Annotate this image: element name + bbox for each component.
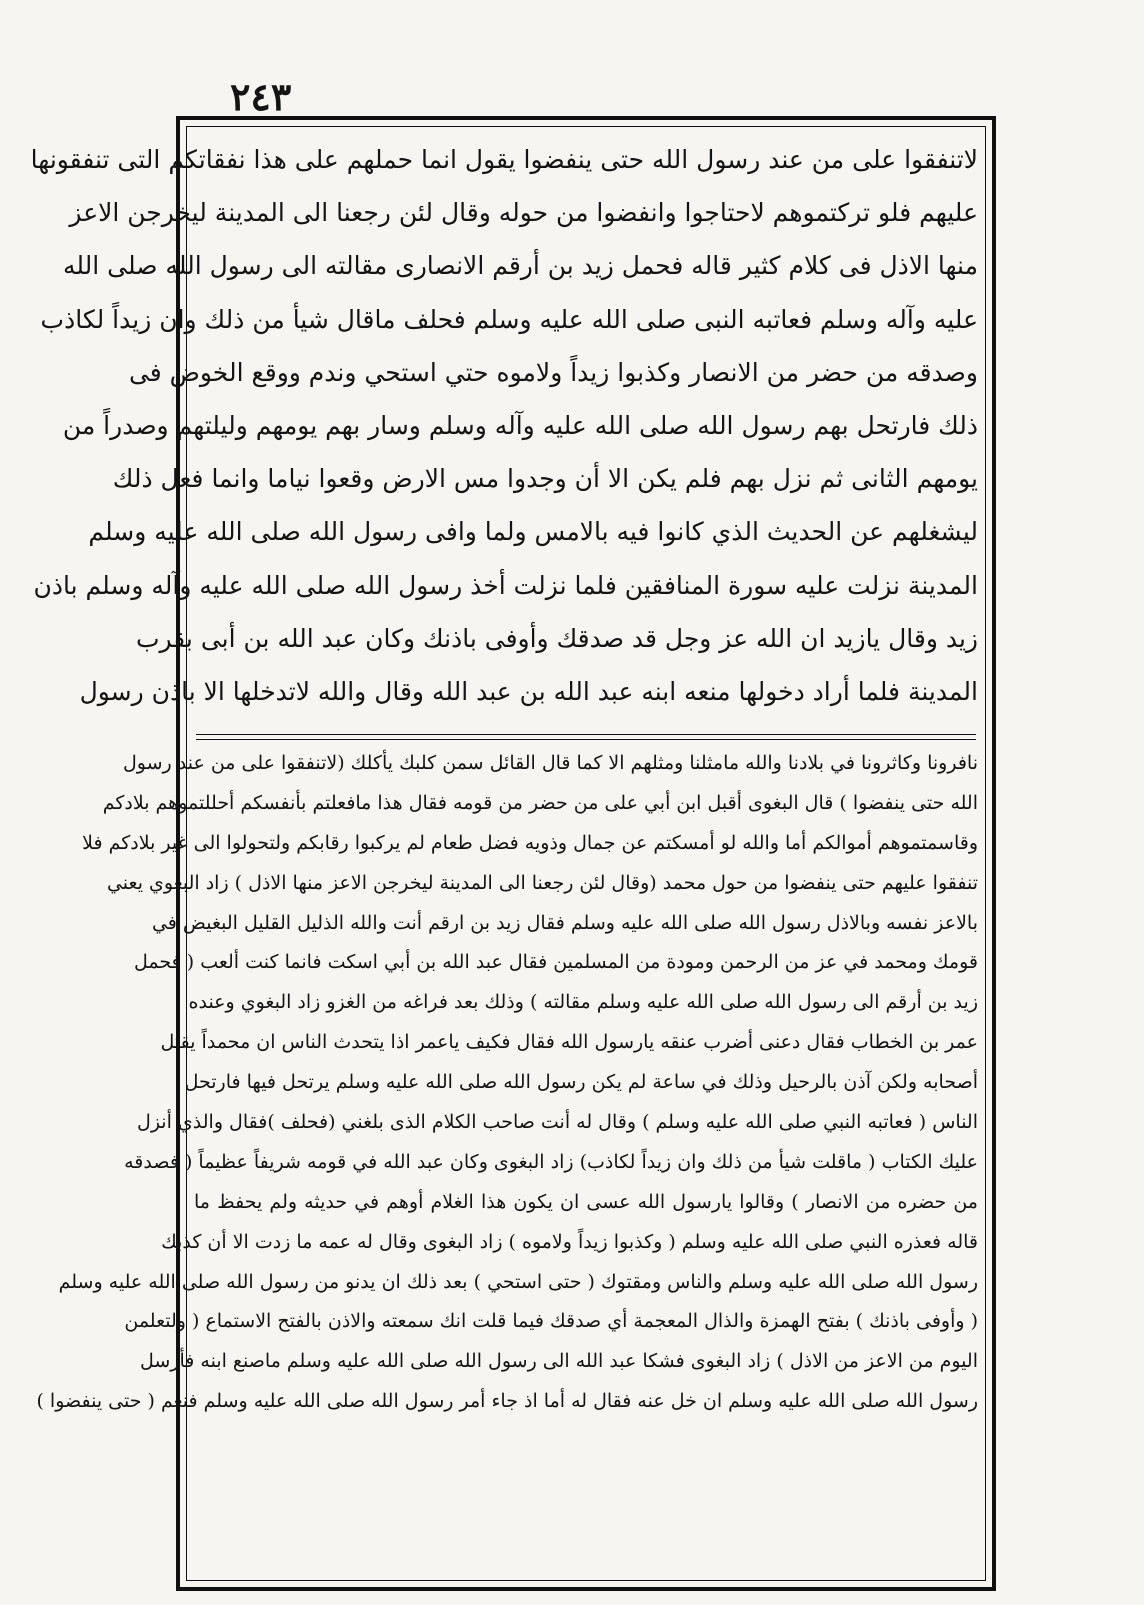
commentary-line: عمر بن الخطاب فقال دعنى أضرب عنقه يارسول الله فقال فكيف ياعمر اذا يتحدث الناس ان محمداً يقتل [160,1031,978,1054]
commentary-line: نافرونا وكاثرونا في بلادنا والله مامثلنا ومثلهم الا كما قال القائل سمن كلبك يأكلك (لاتنفقوا على من عند رسول [123,752,978,774]
main-text-line: المدينة نزلت عليه سورة المنافقين فلما نزلت أخذ رسول الله صلى الله عليه وآله وسلم باذن [33,570,978,600]
main-text-line: لاتنفقوا على من عند رسول الله حتى ينفضوا يقول انما حملهم على هذا نفقاتكم التى تنفقونها [30,145,978,174]
commentary-line: ( وأوفى باذنك ) بفتح الهمزة والذال المعجمة أي صدقك فيما قلت انك سمعته والاذن بالفتح الاستماع ( ولتعلمن [124,1310,978,1333]
section-divider-double [196,739,976,740]
commentary-line: زيد بن أرقم الى رسول الله صلى الله عليه وسلم مقالته ) وذلك بعد فراغه من الغزو زاد البغوي وعنده [188,991,978,1014]
main-text-line: منها الاذل فى كلام كثير قاله فحمل زيد بن أرقم الانصارى مقالته الى رسول الله صلى الله [62,251,978,281]
commentary-line: الناس ( فعاتبه النبي صلى الله عليه وسلم ) وقال له أنت صاحب الكلام الذى بلغني (فحلف )فقال والذي أنزل [137,1111,978,1134]
main-text-line: عليهم فلو تركتموهم لاحتاجوا وانفضوا من حوله وقال لئن رجعنا الى المدينة ليخرجن الاعز [69,198,978,228]
section-divider [196,734,976,735]
commentary-line: الله حتى ينفضوا ) قال البغوى أقبل ابن أبي على من حضر من قومه فقال هذا مافعلتم بأنفسكم أحللتموهم بلادكم [102,791,978,814]
commentary-line: من حضره من الانصار ) وقالوا يارسول الله عسى ان يكون هذا الغلام أوهم في حديثه ولم يحفظ ما [194,1190,978,1213]
main-text-block [30,133,978,718]
main-text-line: يومهم الثانى ثم نزل بهم فلم يكن الا أن وجدوا مس الارض وقعوا نياما وانما فعل ذلك [112,464,978,494]
commentary-line: اليوم من الاعز من الاذل ) زاد البغوى فشكا عبد الله الى رسول الله صلى الله عليه وسلم ماصنع ابنه فأرسل [140,1350,978,1373]
page-number: ٢٤٣ [230,74,292,119]
main-text-line: ليشغلهم عن الحديث الذي كانوا فيه بالامس ولما وافى رسول الله صلى الله عليه وسلم [88,517,978,547]
commentary-line: تنفقوا عليهم حتى ينفضوا من حول محمد (وقال لئن رجعنا الى المدينة ليخرجن الاعز منها الاذل ) زاد البغوي يعني [106,871,978,894]
commentary-line: رسول الله صلى الله عليه وسلم ان خل عنه فقال له أما اذ جاء أمر رسول الله صلى الله عليه وسلم فنعم ( حتى ينفضوا ) [36,1390,978,1413]
commentary-line: قومك ومحمد في عز من الرحمن ومودة من المسلمين فقال عبد الله بن أبي اسكت فانما كنت ألعب ( فحمل [133,951,978,974]
main-text-line: ذلك فارتحل بهم رسول الله صلى الله عليه وآله وسلم وسار بهم يومهم وليلتهم وصدراً من [62,410,978,440]
commentary-line: عليك الكتاب ( ماقلت شيأ من ذلك وان زيداً لكاذب) زاد البغوى وكان عبد الله في قومه شريفاً عظيماً ( فصدقه [124,1150,978,1173]
commentary-line: رسول الله صلى الله عليه وسلم والناس ومقتوك ( حتى استحي ) بعد ذلك ان يدنو من رسول الله صلى الله عليه وسلم [58,1270,978,1293]
commentary-block [36,744,978,1422]
main-text-line: وصدقه من حضر من الانصار وكذبوا زيداً ولاموه حتي استحي وندم ووقع الخوض فى [128,357,978,387]
commentary-line: وقاسمتموهم أموالكم أما والله لو أمسكتم عن جمال وذويه فضل طعام لم يركبوا رقابكم ولتحولوا الى غير بلادكم فلا [82,831,978,854]
commentary-line: أصحابه ولكن آذن بالرحيل وذلك في ساعة لم يكن رسول الله صلى الله عليه وسلم يرتحل فيها فارتحل [184,1071,978,1094]
commentary-line: بالاعز نفسه وبالاذل رسول الله صلى الله عليه وسلم فقال زيد بن ارقم أنت والله الذليل القليل البغيض في [151,911,978,934]
commentary-line: قاله فعذره النبي صلى الله عليه وسلم ( وكذبوا زيداً ولاموه ) زاد البغوى وقال له عمه ما زدت الا أن كذبك [161,1230,978,1253]
main-text-line: زيد وقال يازيد ان الله عز وجل قد صدقك وأوفى باذنك وكان عبد الله بن أبى بقرب [135,623,978,653]
main-text-line: عليه وآله وسلم فعاتبه النبى صلى الله عليه وسلم فحلف ماقال شيأ من ذلك وان زيداً لكاذب [40,304,978,334]
main-text-line: المدينة فلما أراد دخولها منعه ابنه عبد الله بن عبد الله وقال والله لاتدخلها الا باذن رسول [79,676,978,706]
